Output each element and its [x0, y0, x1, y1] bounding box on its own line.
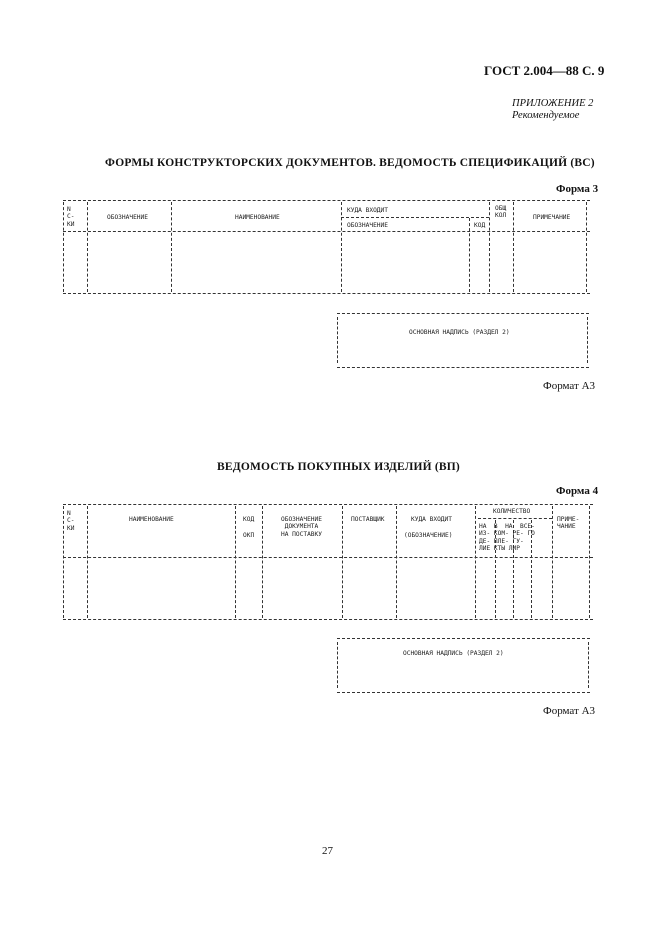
appendix-label: ПРИЛОЖЕНИЕ 2: [512, 98, 594, 109]
block-top-rule: [337, 638, 590, 639]
col-where-designation: ОБОЗНАЧЕНИЕ: [347, 222, 388, 229]
col-name: НАИМЕНОВАНИЕ: [129, 516, 174, 523]
page-number: 27: [322, 845, 333, 857]
col-rule: [262, 506, 263, 618]
col-where-used: КУДА ВХОДИТ: [411, 516, 452, 523]
col-rule: [589, 506, 590, 618]
section2-form-label: Форма 4: [556, 485, 599, 497]
col-rule: [87, 202, 88, 292]
table-header-rule: [63, 231, 590, 232]
col-name: НАИМЕНОВАНИЕ: [235, 214, 280, 221]
title-block-1: [337, 313, 589, 369]
col-rule: [475, 506, 476, 618]
col-where-used: КУДА ВХОДИТ: [347, 207, 388, 214]
section2-format: Формат А3: [543, 705, 596, 717]
col-rule: [63, 202, 64, 292]
block-top-rule: [337, 313, 589, 314]
title-block-2: [337, 638, 590, 694]
col-doc-designation: ОБОЗНАЧЕНИЕ ДОКУМЕНТА НА ПОСТАВКУ: [281, 516, 322, 538]
table-bottom-rule: [63, 619, 593, 620]
quantity-subrule: [478, 518, 552, 519]
col-supplier: ПОСТАВЩИК: [351, 516, 385, 523]
col-rule: [235, 506, 236, 618]
col-rule: [469, 218, 470, 292]
col-code: КОД: [474, 222, 486, 229]
col-number: N C- КИ: [67, 510, 75, 532]
col-rule: [87, 506, 88, 618]
block-side-rule: [587, 317, 588, 363]
col-quantity-sub: НА В НА ВСЕ- ИЗ- КОМ- РЕ- ГО ДЕ- ПЛЕ- ГУ- ЛИЕ КТЫ ЛИР: [479, 523, 535, 552]
col-rule: [396, 506, 397, 618]
title-block-label: ОСНОВНАЯ НАДПИСЬ (РАЗДЕЛ 2): [409, 329, 510, 336]
col-note: ПРИМЕЧАНИЕ: [533, 214, 571, 221]
block-bottom-rule: [337, 692, 590, 693]
section2-title: ВЕДОМОСТЬ ПОКУПНЫХ ИЗДЕЛИЙ (ВП): [217, 461, 460, 473]
col-designation: ОБОЗНАЧЕНИЕ: [107, 214, 148, 221]
section1-format: Формат А3: [543, 380, 596, 392]
col-okp: ОКП: [243, 532, 255, 539]
table-bottom-rule: [63, 293, 590, 294]
col-rule: [586, 202, 587, 292]
col-rule: [489, 202, 490, 292]
where-used-subrule: [341, 217, 489, 218]
block-side-rule: [337, 317, 338, 363]
table-top-rule: [63, 504, 593, 505]
spec-sheet-table: [63, 200, 590, 295]
block-bottom-rule: [337, 367, 589, 368]
col-where-designation: (ОБОЗНАЧЕНИЕ): [404, 532, 453, 539]
table-top-rule: [63, 200, 590, 201]
recommended-label: Рекомендуемое: [512, 110, 580, 121]
col-total-qty: ОБЩ КОЛ: [495, 205, 507, 220]
col-rule: [171, 202, 172, 292]
col-rule: [552, 506, 553, 618]
col-rule: [63, 506, 64, 618]
block-side-rule: [337, 642, 338, 688]
col-rule: [342, 506, 343, 618]
block-side-rule: [588, 642, 589, 688]
col-note: ПРИМЕ- ЧАНИЕ: [557, 516, 580, 531]
col-code: КОД: [243, 516, 255, 523]
section1-form-label: Форма 3: [556, 183, 599, 195]
col-quantity: КОЛИЧЕСТВО: [493, 508, 531, 515]
title-block-label: ОСНОВНАЯ НАДПИСЬ (РАЗДЕЛ 2): [403, 650, 504, 657]
col-rule: [341, 202, 342, 292]
col-rule: [513, 202, 514, 292]
col-number: N C- КИ: [67, 206, 75, 228]
standard-header: ГОСТ 2.004—88 С. 9: [484, 63, 605, 78]
section1-title: ФОРМЫ КОНСТРУКТОРСКИХ ДОКУМЕНТОВ. ВЕДОМОСТЬ СПЕЦИФИКАЦИЙ (ВС): [105, 157, 595, 169]
purchased-items-table: [63, 504, 593, 622]
